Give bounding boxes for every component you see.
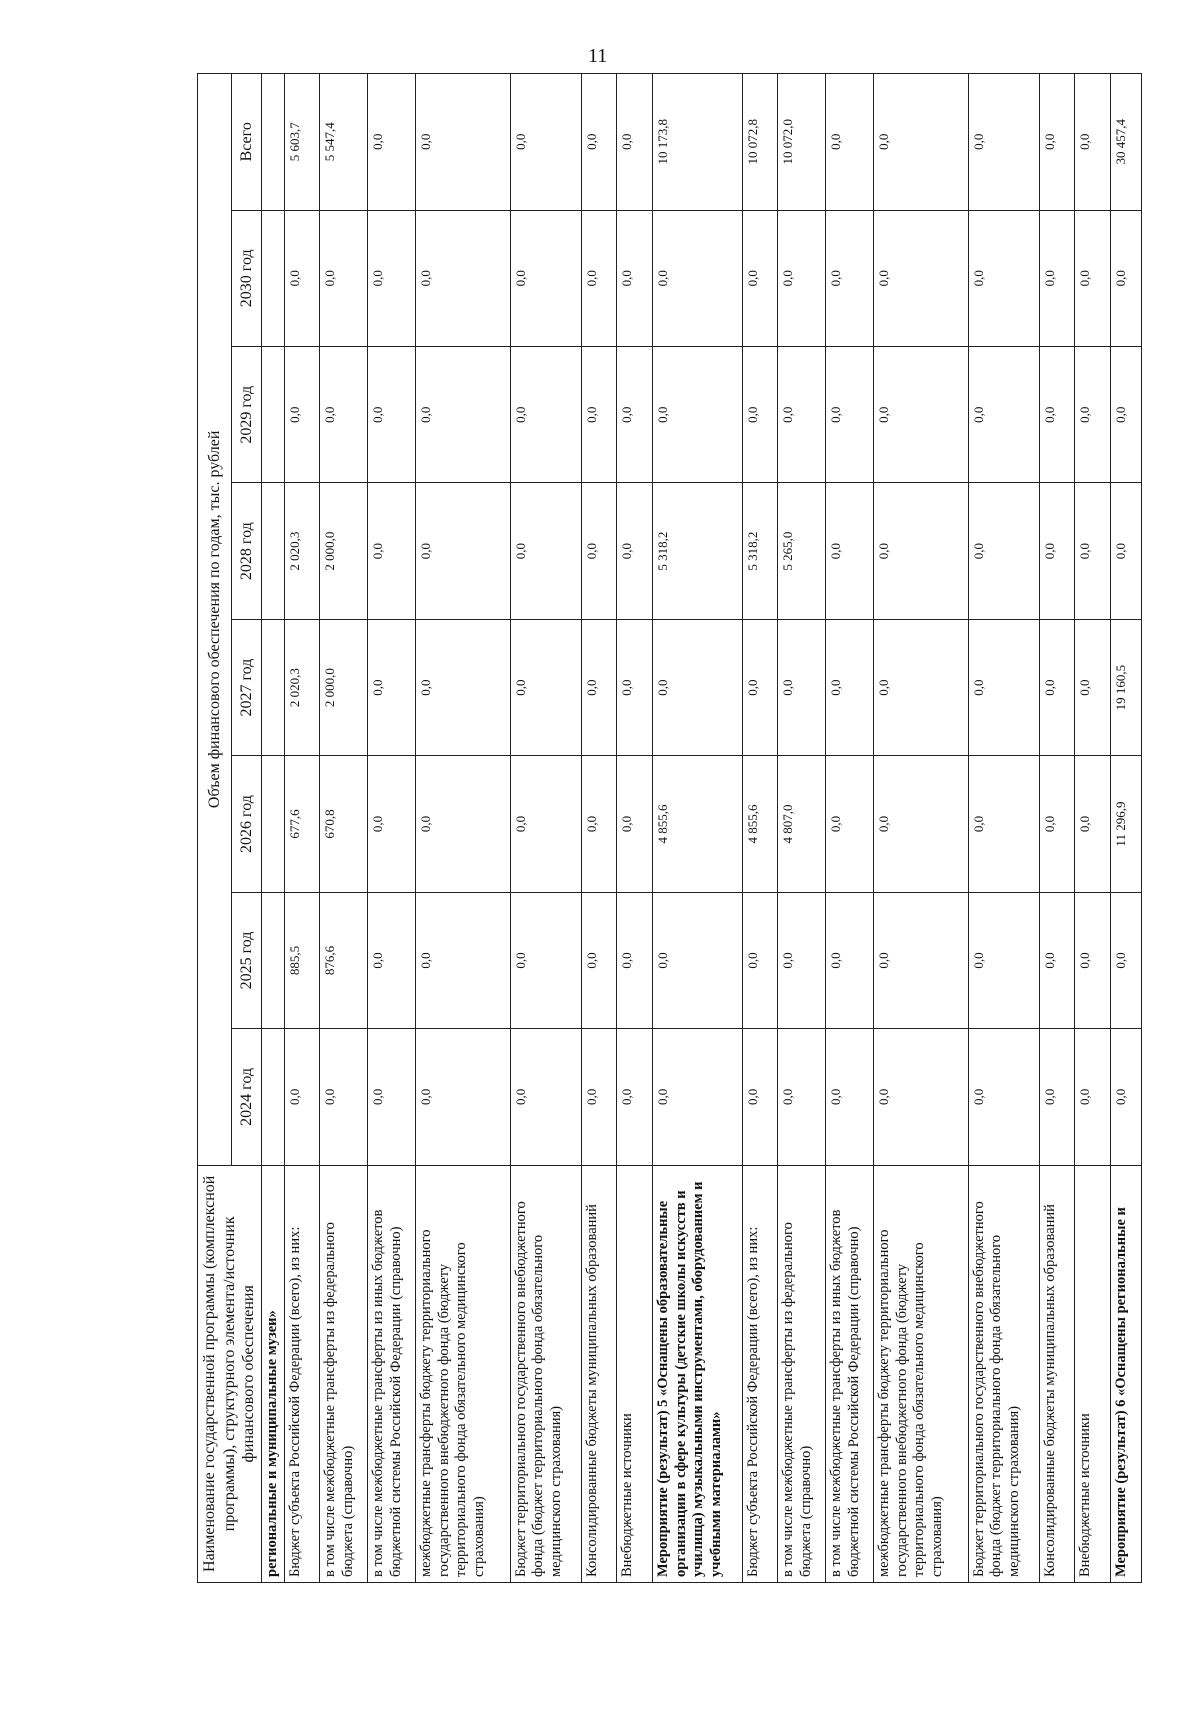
value-cell: 0,0 xyxy=(778,892,826,1028)
year-column-header: 2025 год xyxy=(232,892,262,1028)
value-cell: 0,0 xyxy=(1111,347,1142,483)
value-cell: 0,0 xyxy=(873,619,968,755)
value-cell: 0,0 xyxy=(617,619,653,755)
value-cell: 0,0 xyxy=(873,210,968,346)
year-column-header: 2029 год xyxy=(232,347,262,483)
value-cell: 0,0 xyxy=(415,74,510,211)
value-cell: 0,0 xyxy=(1039,347,1075,483)
value-cell: 0,0 xyxy=(826,347,874,483)
value-cell: 0,0 xyxy=(968,483,1039,619)
continuation-row-label: региональные и муниципальные музеи» xyxy=(262,1165,285,1582)
row-label: Мероприятие (результат) 5 «Оснащены образовательные организации в сфере культуры (детские школы искусств и училища) музыкальными инструментами, оборудованием и учебными материалами» xyxy=(652,1165,742,1582)
value-cell: 0,0 xyxy=(1075,74,1111,211)
value-cell: 5 318,2 xyxy=(652,483,742,619)
value-cell: 0,0 xyxy=(581,619,617,755)
value-cell: 0,0 xyxy=(826,1029,874,1165)
value-cell: 0,0 xyxy=(581,483,617,619)
value-cell: 0,0 xyxy=(742,210,778,346)
value-cell: 0,0 xyxy=(368,74,416,211)
table-row xyxy=(415,74,510,1583)
value-cell: 0,0 xyxy=(284,1029,320,1165)
value-cell: 885,5 xyxy=(284,892,320,1028)
financing-table xyxy=(197,73,1142,1583)
row-label: Бюджет территориального государственного внебюджетного фонда (бюджет территориального фонда обязательного медицинского страхования) xyxy=(510,1165,581,1582)
value-cell: 0,0 xyxy=(968,74,1039,211)
value-cell: 0,0 xyxy=(617,756,653,892)
value-cell: 0,0 xyxy=(1039,483,1075,619)
table-row xyxy=(510,74,581,1583)
page-number: 11 xyxy=(588,45,608,67)
table-row xyxy=(1039,74,1075,1583)
value-cell: 19 160,5 xyxy=(1111,619,1142,755)
year-column-header: 2028 год xyxy=(232,483,262,619)
value-cell: 2 020,3 xyxy=(284,619,320,755)
value-cell: 0,0 xyxy=(415,619,510,755)
value-cell: 0,0 xyxy=(368,756,416,892)
value-cell: 0,0 xyxy=(968,619,1039,755)
row-label: межбюджетные трансферты бюджету территориального государственного внебюджетного фонда (бюджету территориального фонда обязательного медицинского страхования) xyxy=(873,1165,968,1582)
value-cell: 0,0 xyxy=(968,347,1039,483)
value-cell: 0,0 xyxy=(1111,210,1142,346)
value-cell: 0,0 xyxy=(581,210,617,346)
value-cell: 2 000,0 xyxy=(320,483,368,619)
value-cell: 0,0 xyxy=(510,756,581,892)
table-row xyxy=(581,74,617,1583)
value-cell: 0,0 xyxy=(1039,1029,1075,1165)
value-cell: 0,0 xyxy=(968,1029,1039,1165)
value-cell: 0,0 xyxy=(1075,483,1111,619)
value-cell: 0,0 xyxy=(368,892,416,1028)
value-cell: 2 000,0 xyxy=(320,619,368,755)
table-row xyxy=(320,74,368,1583)
value-cell: 2 020,3 xyxy=(284,483,320,619)
value-cell: 0,0 xyxy=(778,210,826,346)
table-body xyxy=(284,74,1141,1583)
row-label: Мероприятие (результат) 6 «Оснащены региональные и xyxy=(1111,1165,1142,1582)
value-cell: 0,0 xyxy=(652,1029,742,1165)
value-cell: 0,0 xyxy=(1075,1029,1111,1165)
value-cell: 0,0 xyxy=(368,1029,416,1165)
value-cell: 0,0 xyxy=(652,619,742,755)
table-row xyxy=(742,74,778,1583)
value-cell: 0,0 xyxy=(873,483,968,619)
table-row xyxy=(652,74,742,1583)
value-cell: 0,0 xyxy=(617,347,653,483)
row-label: в том числе межбюджетные трансферты из федерального бюджета (справочно) xyxy=(778,1165,826,1582)
value-cell: 0,0 xyxy=(1075,892,1111,1028)
table-row xyxy=(1111,74,1142,1583)
value-cell: 0,0 xyxy=(510,1029,581,1165)
value-cell: 0,0 xyxy=(1075,210,1111,346)
value-cell: 0,0 xyxy=(617,1029,653,1165)
value-cell: 0,0 xyxy=(1039,619,1075,755)
value-cell: 0,0 xyxy=(968,210,1039,346)
value-cell: 0,0 xyxy=(873,347,968,483)
row-label: Бюджет территориального государственного внебюджетного фонда (бюджет территориального фонда обязательного медицинского страхования) xyxy=(968,1165,1039,1582)
table-row xyxy=(826,74,874,1583)
value-cell: 0,0 xyxy=(415,347,510,483)
value-cell: 0,0 xyxy=(778,347,826,483)
year-column-header: 2026 год xyxy=(232,756,262,892)
value-cell: 0,0 xyxy=(873,892,968,1028)
value-cell: 10 173,8 xyxy=(652,74,742,211)
value-cell: 0,0 xyxy=(581,1029,617,1165)
value-cell: 0,0 xyxy=(284,210,320,346)
value-cell: 5 603,7 xyxy=(284,74,320,211)
header-year-group: Объем финансового обеспечения по годам, тыс. рублей xyxy=(198,74,232,1166)
value-cell: 0,0 xyxy=(368,210,416,346)
value-cell: 0,0 xyxy=(415,756,510,892)
value-cell: 0,0 xyxy=(617,210,653,346)
value-cell: 0,0 xyxy=(510,619,581,755)
value-cell: 10 072,0 xyxy=(778,74,826,211)
value-cell: 0,0 xyxy=(415,892,510,1028)
value-cell: 10 072,8 xyxy=(742,74,778,211)
year-column-header: Всего xyxy=(232,74,262,211)
value-cell: 30 457,4 xyxy=(1111,74,1142,211)
row-label: в том числе межбюджетные трансферты из иных бюджетов бюджетной системы Российской Федерации (справочно) xyxy=(368,1165,416,1582)
table-row xyxy=(873,74,968,1583)
row-label: Внебюджетные источники xyxy=(617,1165,653,1582)
year-column-header: 2024 год xyxy=(232,1029,262,1165)
value-cell: 0,0 xyxy=(617,74,653,211)
value-cell: 0,0 xyxy=(320,210,368,346)
value-cell: 876,6 xyxy=(320,892,368,1028)
header-name-column: Наименование государственной программы (комплексной программы), структурного элемента/источник финансового обеспечения xyxy=(198,1165,262,1582)
value-cell: 0,0 xyxy=(368,347,416,483)
value-cell: 0,0 xyxy=(284,347,320,483)
value-cell: 0,0 xyxy=(968,892,1039,1028)
value-cell: 0,0 xyxy=(873,74,968,211)
row-label: межбюджетные трансферты бюджету территориального государственного внебюджетного фонда (бюджету территориального фонда обязательного медицинского страхования) xyxy=(415,1165,510,1582)
value-cell: 0,0 xyxy=(415,1029,510,1165)
value-cell: 0,0 xyxy=(415,483,510,619)
row-label: Консолидированные бюджеты муниципальных образований xyxy=(1039,1165,1075,1582)
value-cell: 0,0 xyxy=(510,74,581,211)
value-cell: 0,0 xyxy=(1075,756,1111,892)
value-cell: 0,0 xyxy=(742,347,778,483)
value-cell: 0,0 xyxy=(1039,210,1075,346)
rotated-table-container xyxy=(197,73,1142,1583)
value-cell: 4 855,6 xyxy=(742,756,778,892)
value-cell: 0,0 xyxy=(617,483,653,619)
value-cell: 0,0 xyxy=(510,210,581,346)
value-cell: 0,0 xyxy=(510,892,581,1028)
value-cell: 11 296,9 xyxy=(1111,756,1142,892)
value-cell: 0,0 xyxy=(581,74,617,211)
row-label: Бюджет субъекта Российской Федерации (всего), из них: xyxy=(284,1165,320,1582)
value-cell: 0,0 xyxy=(742,1029,778,1165)
row-label: Консолидированные бюджеты муниципальных образований xyxy=(581,1165,617,1582)
value-cell: 0,0 xyxy=(826,74,874,211)
value-cell: 0,0 xyxy=(581,347,617,483)
row-label: Бюджет субъекта Российской Федерации (всего), из них: xyxy=(742,1165,778,1582)
value-cell: 0,0 xyxy=(1111,483,1142,619)
value-cell: 0,0 xyxy=(826,892,874,1028)
row-label: Внебюджетные источники xyxy=(1075,1165,1111,1582)
value-cell: 0,0 xyxy=(510,483,581,619)
value-cell: 0,0 xyxy=(581,892,617,1028)
value-cell: 0,0 xyxy=(778,619,826,755)
value-cell: 0,0 xyxy=(1039,756,1075,892)
value-cell: 0,0 xyxy=(778,1029,826,1165)
value-cell: 0,0 xyxy=(415,210,510,346)
value-cell: 4 855,6 xyxy=(652,756,742,892)
value-cell: 0,0 xyxy=(873,756,968,892)
value-cell: 0,0 xyxy=(1075,619,1111,755)
table-row xyxy=(1075,74,1111,1583)
table-row xyxy=(968,74,1039,1583)
value-cell: 0,0 xyxy=(368,619,416,755)
value-cell: 677,6 xyxy=(284,756,320,892)
value-cell: 670,8 xyxy=(320,756,368,892)
table-row xyxy=(284,74,320,1583)
table-row xyxy=(778,74,826,1583)
value-cell: 0,0 xyxy=(742,892,778,1028)
value-cell: 0,0 xyxy=(368,483,416,619)
year-column-header: 2027 год xyxy=(232,619,262,755)
year-column-header: 2030 год xyxy=(232,210,262,346)
value-cell: 0,0 xyxy=(320,347,368,483)
row-label: в том числе межбюджетные трансферты из иных бюджетов бюджетной системы Российской Федерации (справочно) xyxy=(826,1165,874,1582)
value-cell: 5 547,4 xyxy=(320,74,368,211)
value-cell: 0,0 xyxy=(617,892,653,1028)
value-cell: 0,0 xyxy=(826,619,874,755)
row-label: в том числе межбюджетные трансферты из федерального бюджета (справочно) xyxy=(320,1165,368,1582)
value-cell: 0,0 xyxy=(1039,892,1075,1028)
value-cell: 4 807,0 xyxy=(778,756,826,892)
value-cell: 0,0 xyxy=(1039,74,1075,211)
value-cell: 0,0 xyxy=(742,619,778,755)
value-cell: 0,0 xyxy=(320,1029,368,1165)
value-cell: 0,0 xyxy=(652,210,742,346)
value-cell: 0,0 xyxy=(968,756,1039,892)
table-row xyxy=(617,74,653,1583)
value-cell: 0,0 xyxy=(826,210,874,346)
value-cell: 0,0 xyxy=(581,756,617,892)
value-cell: 0,0 xyxy=(1075,347,1111,483)
value-cell: 0,0 xyxy=(826,483,874,619)
value-cell: 0,0 xyxy=(1111,892,1142,1028)
value-cell: 5 265,0 xyxy=(778,483,826,619)
value-cell: 0,0 xyxy=(510,347,581,483)
value-cell: 5 318,2 xyxy=(742,483,778,619)
value-cell: 0,0 xyxy=(1111,1029,1142,1165)
value-cell: 0,0 xyxy=(826,756,874,892)
table-row xyxy=(368,74,416,1583)
value-cell: 0,0 xyxy=(652,347,742,483)
value-cell: 0,0 xyxy=(873,1029,968,1165)
value-cell: 0,0 xyxy=(652,892,742,1028)
